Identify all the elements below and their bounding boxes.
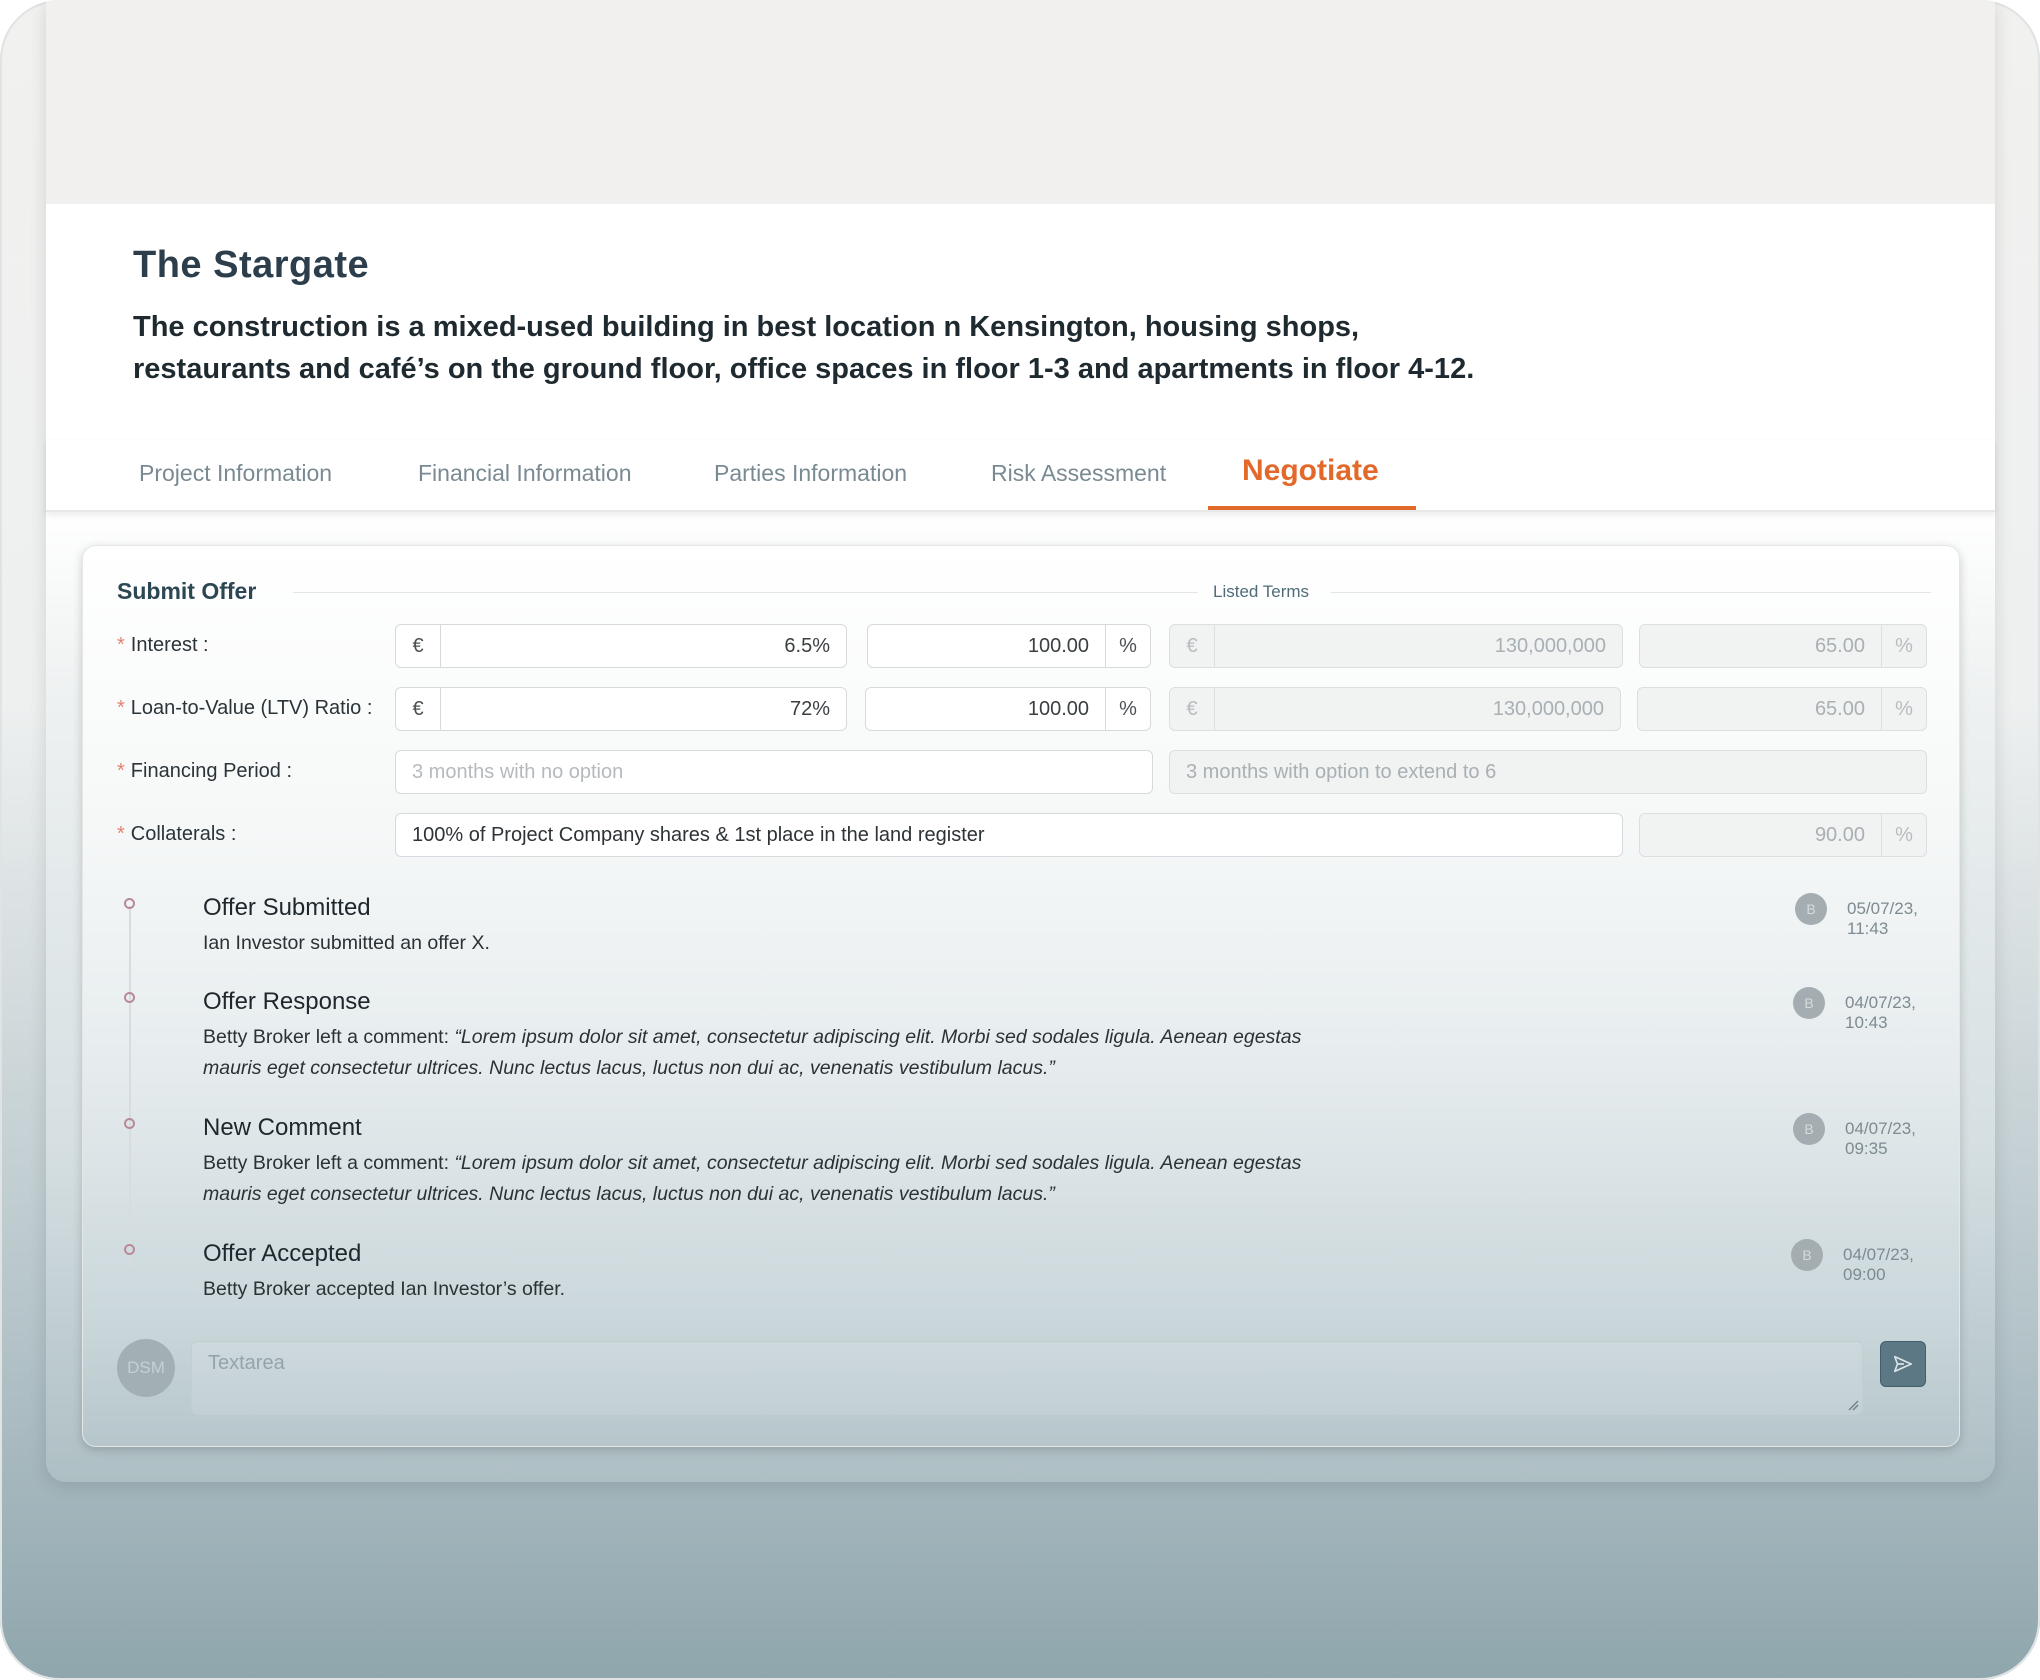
timeline-dot-icon [124,1244,135,1255]
project-description-line1: The construction is a mixed-used building in best location n Kensington, housing shops, [133,311,1360,343]
timeline-item-title: Offer Accepted [203,1240,362,1267]
active-tab-indicator [1208,506,1416,510]
ltv-percent-input[interactable] [865,687,1151,731]
euro-icon: € [396,688,441,730]
listed-financing-period-value: 3 months with option to extend to 6 [1186,760,1497,783]
section-divider [293,592,1198,593]
tab-bar [46,440,1995,512]
financing-period-label: * Financing Period : [117,760,292,782]
timeline-dot-icon [124,1118,135,1129]
listed-interest-percent-value: 65.00 [1814,634,1865,657]
euro-icon: € [396,625,441,667]
percent-icon: % [1881,625,1926,667]
timeline-item-text: Betty Broker left a comment: “Lorem ipsum dolor sit amet, consectetur adipiscing elit. Morbi sed sodales ligula. Aenean egestas mauris eget consectetur ultrices. Nunc lectus lacus, luctus non dui ac, venenatis vestibulum lacus.” [203,1152,1302,1205]
timeline-item-text: Ian Investor submitted an offer X. [203,932,490,954]
listed-interest-amount-value: 130,000,000 [1494,634,1606,657]
project-description-line2: restaurants and café’s on the ground floor, office spaces in floor 1-3 and apartments in floor 4-12. [133,353,1475,385]
interest-percent-input[interactable] [867,624,1151,668]
avatar: B [1795,893,1827,925]
avatar: B [1793,987,1825,1019]
tab-parties-information[interactable]: Parties Information [714,460,908,486]
timeline-timestamp: 05/07/23, 11:43 [1847,899,1918,938]
send-icon [1892,1353,1914,1375]
timeline-item-title: Offer Submitted [203,894,371,921]
listed-ltv-percent [1637,687,1927,731]
listed-interest-percent [1639,624,1927,668]
ltv-label: * Loan-to-Value (LTV) Ratio : [117,697,373,719]
listed-collaterals-percent [1639,813,1927,857]
resize-grip-icon[interactable] [1847,1399,1859,1411]
interest-amount-input[interactable] [395,624,847,668]
timeline-timestamp: 04/07/23, 09:00 [1843,1245,1914,1284]
comment-textarea[interactable] [191,1341,1863,1415]
timeline-dot-icon [124,992,135,1003]
tab-negotiate[interactable]: Negotiate [1242,454,1379,487]
send-button[interactable] [1880,1341,1926,1387]
timeline-item-text: Betty Broker left a comment: “Lorem ipsum dolor sit amet, consectetur adipiscing elit. Morbi sed sodales ligula. Aenean egestas mauris eget consectetur ultrices. Nunc lectus lacus, luctus non dui ac, venenatis vestibulum lacus.” [203,1026,1302,1079]
timeline-timestamp: 04/07/23, 09:35 [1845,1119,1916,1158]
submit-offer-title: Submit Offer [117,578,257,604]
timeline-item-text: Betty Broker accepted Ian Investor’s offer. [203,1278,566,1300]
percent-icon: % [1881,688,1926,730]
listed-ltv-amount [1169,687,1621,731]
listed-financing-period [1169,750,1927,794]
percent-icon: % [1105,625,1150,667]
interest-amount-value: 6.5% [784,634,830,657]
ltv-amount-value: 72% [789,697,830,720]
tab-risk-assessment[interactable]: Risk Assessment [991,460,1167,486]
ltv-amount-input[interactable] [395,687,847,731]
collaterals-input[interactable] [395,813,1623,857]
percent-icon: % [1105,688,1150,730]
ltv-percent-value: 100.00 [1027,697,1089,720]
listed-collaterals-percent-value: 90.00 [1814,823,1865,846]
avatar: B [1793,1113,1825,1145]
listed-interest-amount [1169,624,1623,668]
timeline-timestamp: 04/07/23, 10:43 [1845,993,1916,1032]
tab-financial-information[interactable]: Financial Information [418,460,632,486]
interest-percent-value: 100.00 [1027,634,1089,657]
listed-ltv-percent-value: 65.00 [1814,697,1865,720]
project-title: The Stargate [133,244,370,286]
financing-period-placeholder: 3 months with no option [412,760,624,783]
app-window [46,0,1995,1482]
euro-icon: € [1170,688,1215,730]
timeline-connector [129,906,131,1266]
user-avatar: DSM [117,1339,175,1397]
tab-project-information[interactable]: Project Information [139,460,333,486]
header-banner [46,0,1995,204]
listed-ltv-amount-value: 130,000,000 [1492,697,1604,720]
collaterals-label: * Collaterals : [117,823,237,845]
interest-label: * Interest : [117,634,209,656]
timeline-item-title: Offer Response [203,988,371,1015]
listed-terms-divider [1331,592,1931,593]
financing-period-input[interactable] [395,750,1153,794]
negotiate-card [82,545,1960,1447]
timeline-dot-icon [124,898,135,909]
euro-icon: € [1170,625,1215,667]
listed-terms-label: Listed Terms [1213,582,1310,601]
collaterals-value: 100% of Project Company shares & 1st place in the land register [412,823,985,846]
project-description [133,306,1533,390]
percent-icon: % [1881,814,1926,856]
avatar: B [1791,1239,1823,1271]
timeline-item-title: New Comment [203,1114,362,1141]
